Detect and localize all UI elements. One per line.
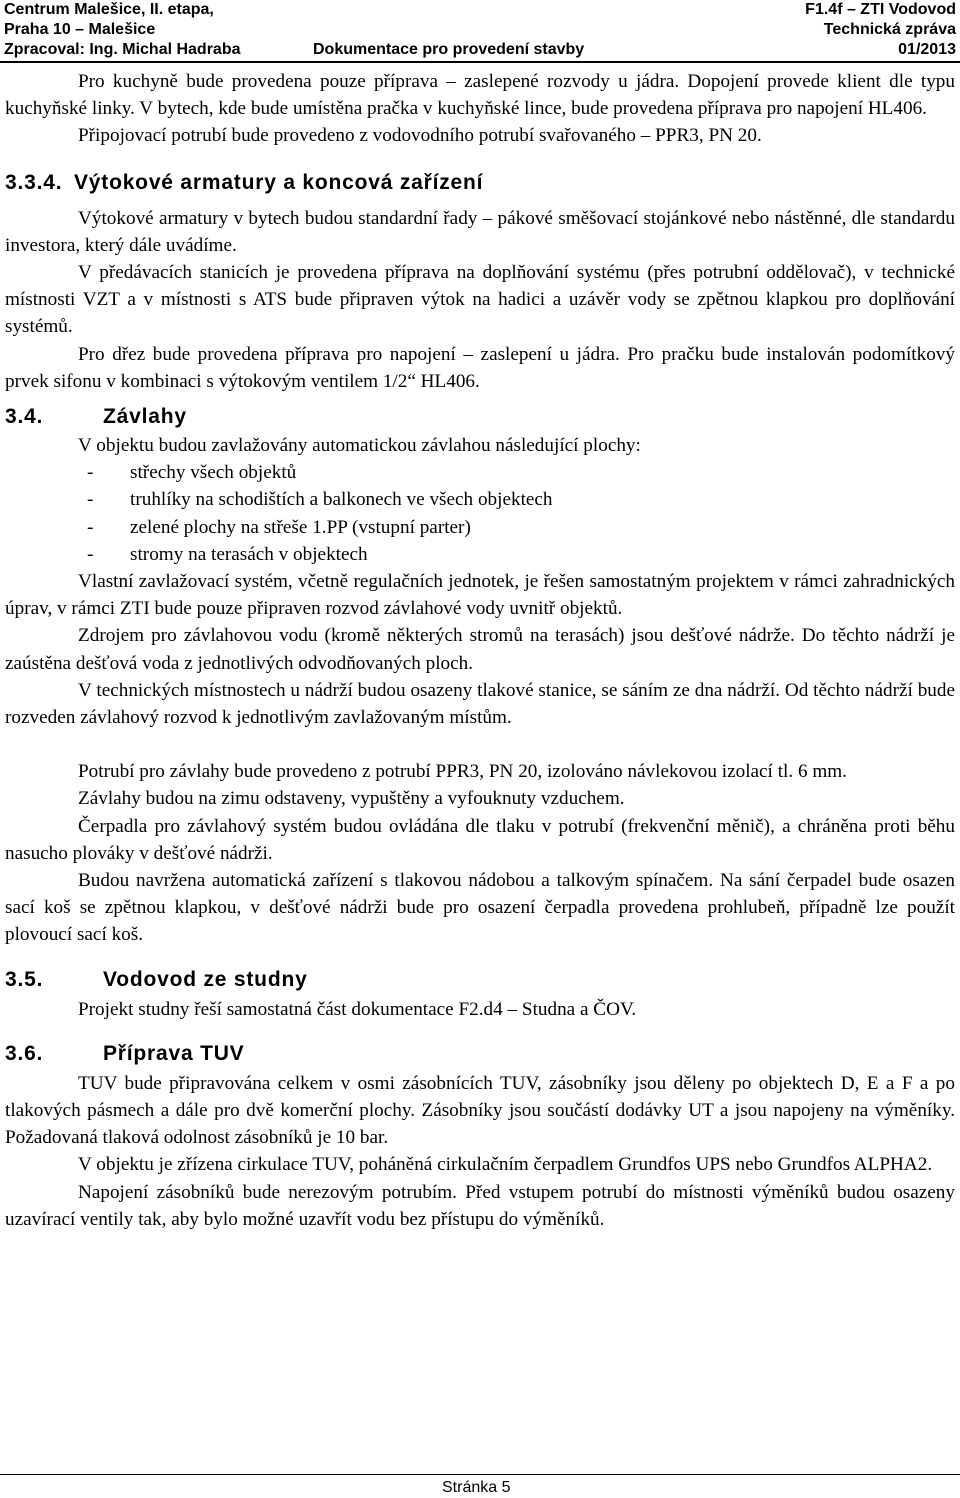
section-title: Závlahy <box>103 405 187 429</box>
list-dash: - <box>87 489 94 511</box>
paragraph: Připojovací potrubí bude provedeno z vodovodního potrubí svařovaného – PPR3, PN 20. <box>78 125 762 147</box>
header-location: Praha 10 – Malešice <box>4 21 156 38</box>
paragraph: Závlahy budou na zimu odstaveny, vypuštěny a vyfouknuty vzduchem. <box>78 788 625 810</box>
section-heading-3-5 <box>5 967 955 992</box>
section-heading-3-3-4 <box>5 170 955 195</box>
document-body <box>5 68 955 1233</box>
section-number: 3.4. <box>5 405 44 429</box>
paragraph: V předávacích stanicích je provedena příprava na doplňování systému (přes potrubní oddělovač), v technické místnosti VZT a v místnosti s ATS bude připraven výtok na hadici a uzávěr vody se zpětnou klapkou pro doplňování systémů. <box>5 262 955 338</box>
page-header <box>0 0 960 60</box>
paragraph: V objektu je zřízena cirkulace TUV, poháněná cirkulačním čerpadlem Grundfos UPS nebo Grundfos ALPHA2. <box>78 1154 933 1176</box>
header-date: 01/2013 <box>898 41 956 58</box>
paragraph: Budou navržena automatická zařízení s tlakovou nádobou a talkovým spínačem. Na sání čerpadel bude osazen sací koš se zpětnou klapkou, v dešťové nádrži bude pro osazení čerpadla provedena prohlubeň, případně lze použít plovoucí sací koš. <box>5 870 955 946</box>
paragraph: Pro kuchyně bude provedena pouze příprava – zaslepené rozvody u jádra. Dopojení provede klient dle typu kuchyňské linky. V bytech, kde bude umístěna pračka v kuchyňské lince, bude provedena příprava pro napojení HL406. <box>5 71 955 120</box>
section-title: Výtokové armatury a koncová zařízení <box>74 170 484 194</box>
list-dash: - <box>87 462 94 484</box>
paragraph: Projekt studny řeší samostatná část dokumentace F2.d4 – Studna a ČOV. <box>78 998 637 1020</box>
header-doc-code: F1.4f – ZTI Vodovod <box>805 1 956 18</box>
header-row-3 <box>0 40 960 60</box>
header-divider <box>0 61 960 63</box>
paragraph: Výtokové armatury v bytech budou standardní řady – pákové směšovací stojánkové nebo nástěnné, dle standardu investora, který dále uvádíme. <box>5 207 955 256</box>
list-item <box>5 459 955 486</box>
header-row-1 <box>0 0 960 20</box>
header-doc-type: Technická zpráva <box>823 21 956 38</box>
list-item-text: střechy všech objektů <box>130 462 297 484</box>
paragraph: Pro dřez bude provedena příprava pro napojení – zaslepení u jádra. Pro pračku bude instalován podomítkový prvek sifonu v kombinaci s výtokovým ventilem 1/2“ HL406. <box>5 343 955 392</box>
paragraph: Čerpadla pro závlahový systém budou ovládána dle tlaku v potrubí (frekvenční měnič), a chráněna proti běhu nasucho plováky v dešťové nádrži. <box>5 815 955 864</box>
header-doc-stage: Dokumentace pro provedení stavby <box>313 41 585 58</box>
list-item <box>5 541 955 568</box>
list-item-text: stromy na terasách v objektech <box>130 543 368 565</box>
list-dash: - <box>87 543 94 565</box>
footer-divider <box>0 1474 960 1475</box>
header-author: Zpracoval: Ing. Michal Hadraba <box>4 41 241 58</box>
section-heading-3-6 <box>5 1041 955 1066</box>
paragraph: V objektu budou zavlažovány automatickou závlahou následující plochy: <box>78 435 641 457</box>
section-number: 3.6. <box>5 1041 44 1065</box>
list-dash: - <box>87 516 94 538</box>
section-title: Příprava TUV <box>103 1041 245 1065</box>
list-item <box>5 486 955 513</box>
list-item-text: zelené plochy na střeše 1.PP (vstupní parter) <box>130 516 471 538</box>
section-title: Vodovod ze studny <box>103 967 308 991</box>
paragraph: V technických místnostech u nádrží budou osazeny tlakové stanice, se sáním ze dna nádrží. Od těchto nádrží bude rozveden závlahový rozvod k jednotlivým zavlažovaným místům. <box>5 679 955 728</box>
paragraph: Napojení zásobníků bude nerezovým potrubím. Před vstupem potrubí do místnosti výměníků budou osazeny uzavírací ventily tak, aby bylo možné uzavřít vodu bez přístupu do výměníků. <box>5 1181 955 1230</box>
paragraph: Zdrojem pro závlahovou vodu (kromě některých stromů na terasách) jsou dešťové nádrže. Do těchto nádrží je zaústěna dešťová voda z jednotlivých odvodňovaných ploch. <box>5 625 955 674</box>
paragraph: TUV bude připravována celkem v osmi zásobnících TUV, zásobníky jsou děleny po objektech D, E a F a po tlakových pásmech a dále pro dvě komerční plochy. Zásobníky jsou součástí dodávky UT a jsou napojeny na výměníky. Požadovaná tlaková odolnost zásobníků je 10 bar. <box>5 1072 955 1149</box>
section-heading-3-4 <box>5 404 955 429</box>
list-item <box>5 514 955 541</box>
irrigated-areas-list <box>5 459 955 568</box>
paragraph: Vlastní zavlažovací systém, včetně regulačních jednotek, je řešen samostatným projektem v rámci zahradnických úprav, v rámci ZTI bude pouze připraven rozvod závlahové vody uvnitř objektů. <box>5 570 955 620</box>
section-number: 3.3.4. <box>5 170 63 194</box>
page-number: Stránka 5 <box>442 1479 511 1496</box>
list-item-text: truhlíky na schodištích a balkonech ve všech objektech <box>130 489 553 511</box>
header-row-2 <box>0 20 960 40</box>
paragraph: Potrubí pro závlahy bude provedeno z potrubí PPR3, PN 20, izolováno návlekovou izolací tl. 6 mm. <box>78 761 847 783</box>
header-project: Centrum Malešice, II. etapa, <box>4 1 214 18</box>
section-number: 3.5. <box>5 967 44 991</box>
